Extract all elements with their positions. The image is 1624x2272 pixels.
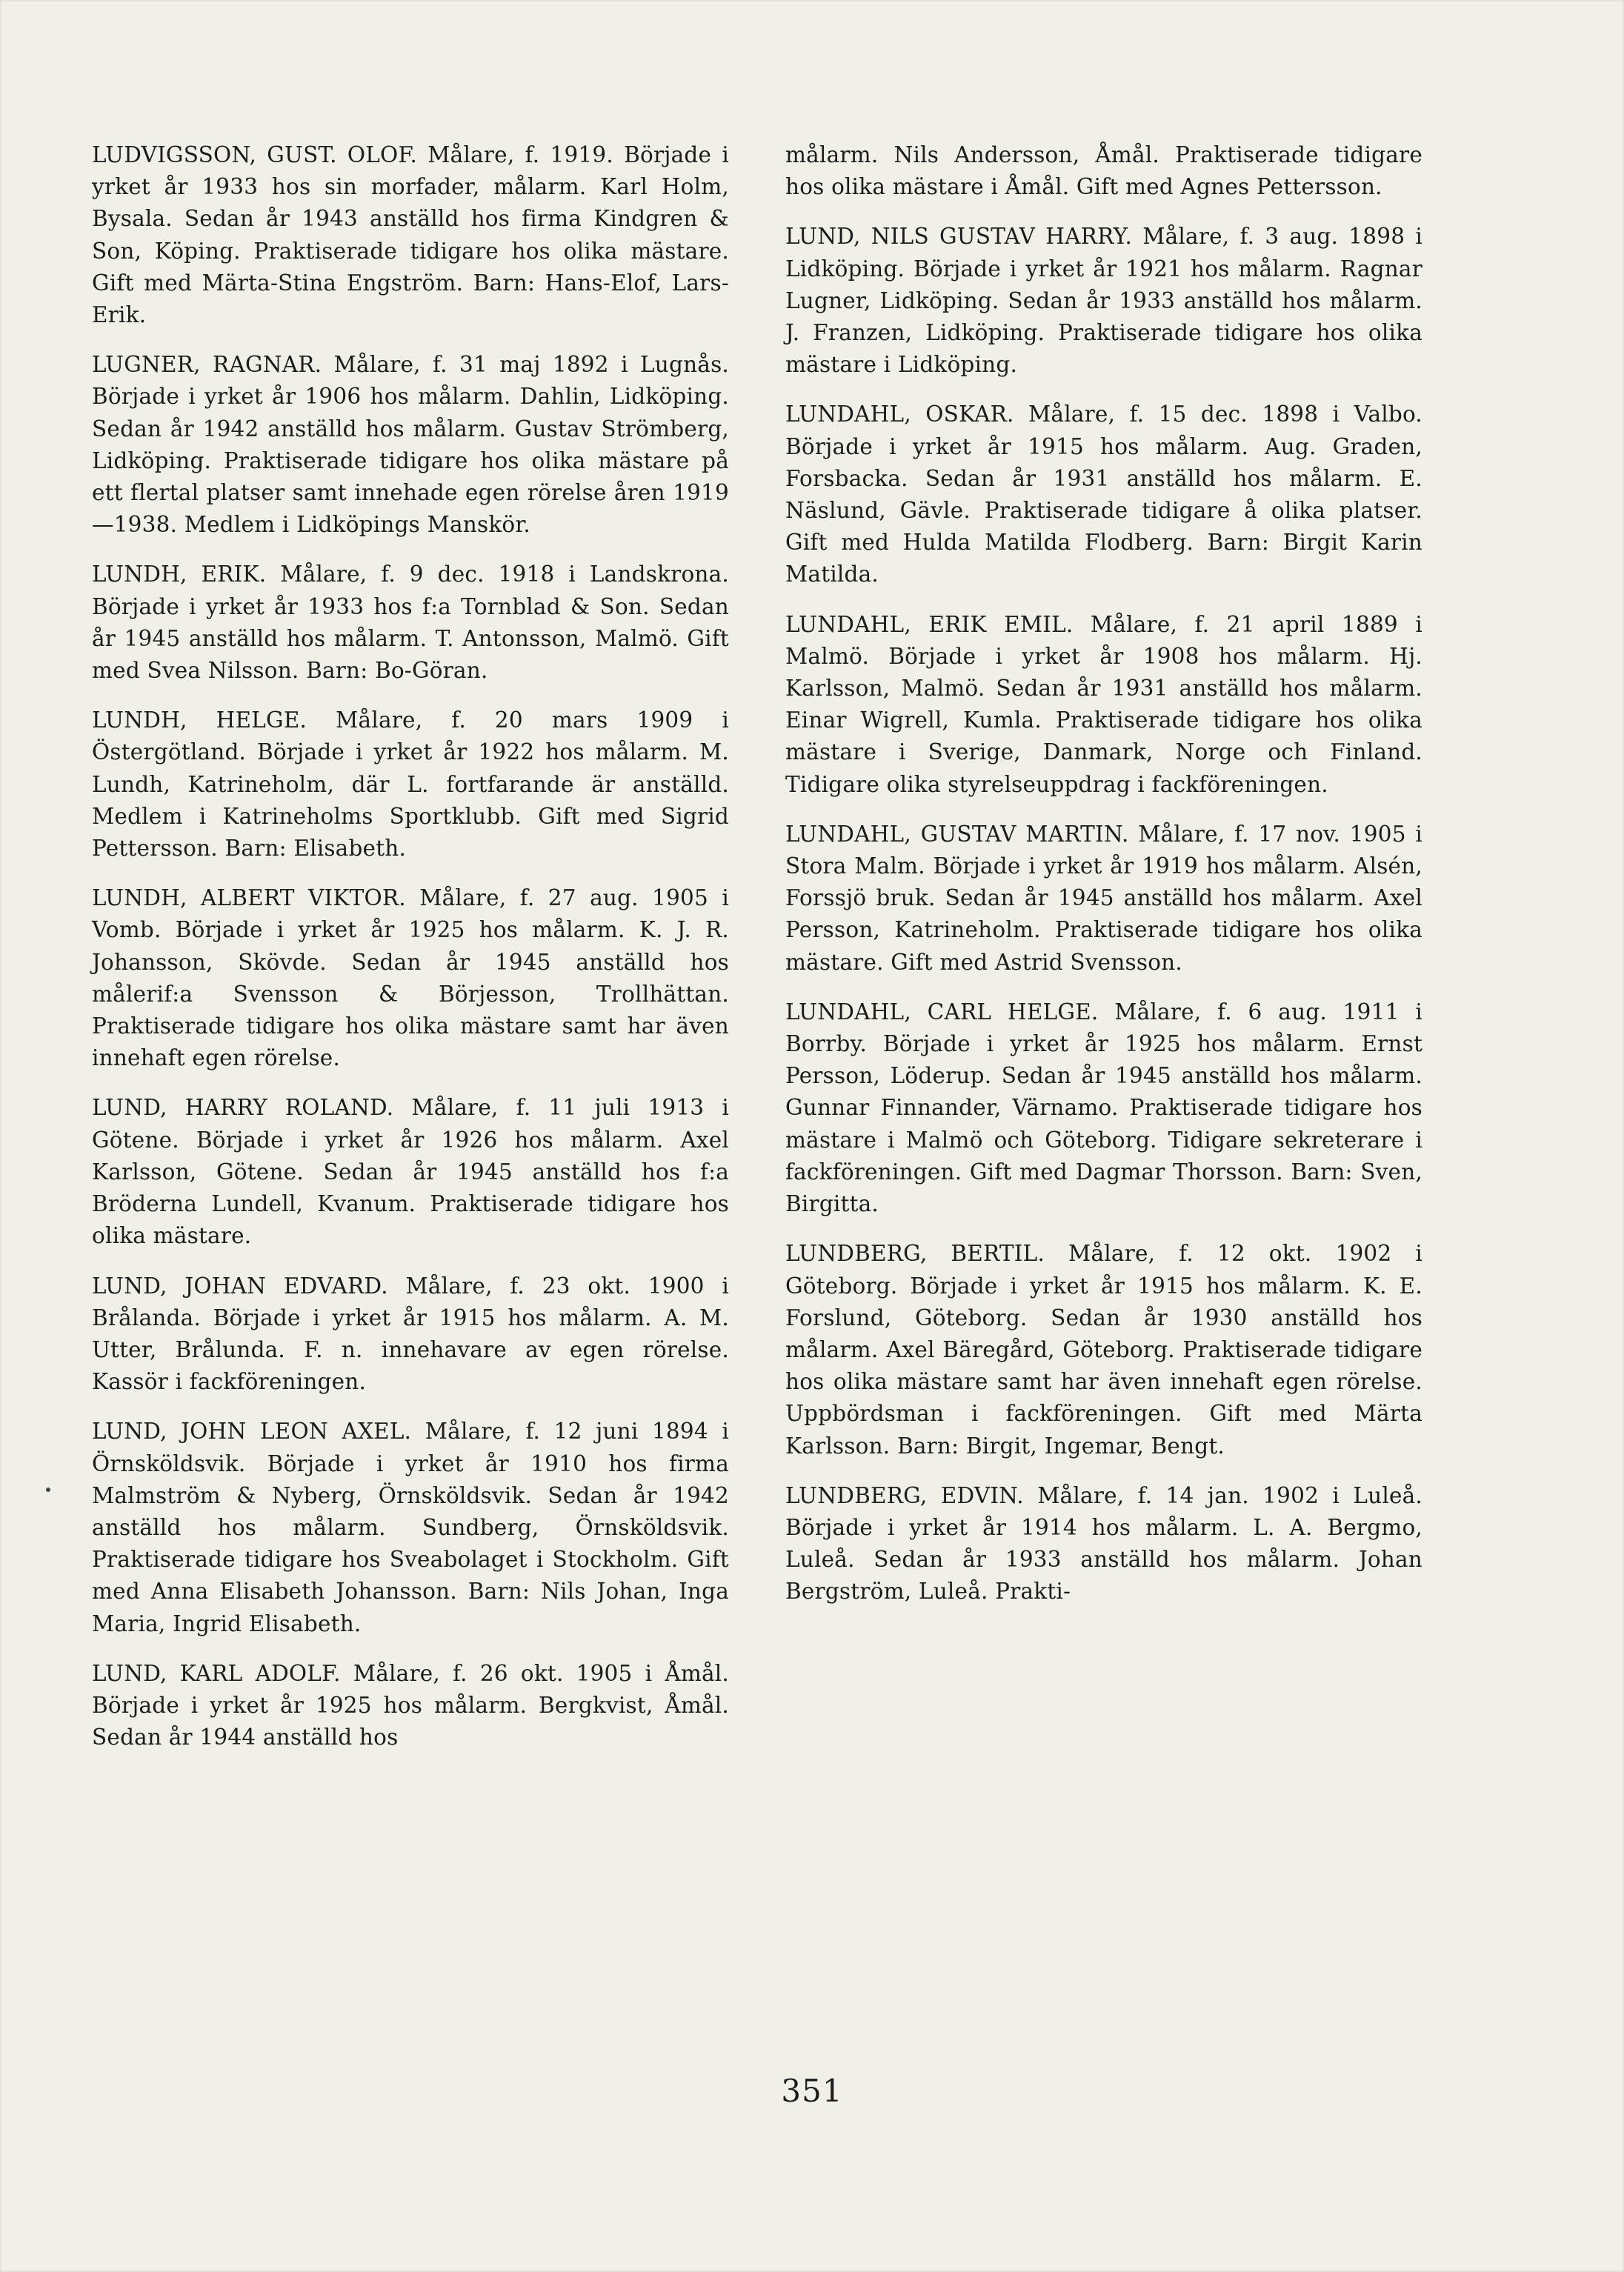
entry-lugner: LUGNER, RAGNAR. Målare, f. 31 maj 1892 i Lugnås. Började i yrket år 1906 hos målarm. Dahlin, Lidköping. Sedan år 1942 anställd hos målarm. Gustav Strömberg, Lidköping. Praktiserade tidigare hos olika mästare på ett flertal platser samt innehade egen rörelse åren 1919—1938. Medlem i Lidköpings Manskör. (92, 352, 729, 538)
entry-ludvigsson: LUDVIGSSON, GUST. OLOF. Målare, f. 1919. Började i yrket år 1933 hos sin morfader, målarm. Karl Holm, Bysala. Sedan år 1943 anställd hos firma Kindgren & Son, Köping. Praktiserade tidigare hos olika mästare. Gift med Märta-Stina Engström. Barn: Hans-Elof, Lars-Erik. (92, 142, 729, 328)
entry-lundahl-oskar: LUNDAHL, OSKAR. Målare, f. 15 dec. 1898 i Valbo. Började i yrket år 1915 hos målarm. Aug. Graden, Forsbacka. Sedan år 1931 anställd hos målarm. E. Näslund, Gävle. Praktiserade tidigare å olika platser. Gift med Hulda Matilda Flodberg. Barn: Birgit Karin Matilda. (785, 402, 1422, 587)
entry-lund-harry: LUND, HARRY ROLAND. Målare, f. 11 juli 1913 i Götene. Började i yrket år 1926 hos målarm. Axel Karlsson, Götene. Sedan år 1945 anställd hos f:a Bröderna Lundell, Kvanum. Praktiserade tidigare hos olika mästare. (92, 1095, 729, 1249)
entry-lundh-helge: LUNDH, HELGE. Målare, f. 20 mars 1909 i Östergötland. Började i yrket år 1922 hos målarm. M. Lundh, Katrineholm, där L. fortfarande är anställd. Medlem i Katrineholms Sportklubb. Gift med Sigrid Pettersson. Barn: Elisabeth. (92, 707, 729, 862)
entry-lundberg-bertil: LUNDBERG, BERTIL. Målare, f. 12 okt. 1902 i Göteborg. Började i yrket år 1915 hos målarm. K. E. Forslund, Göteborg. Sedan år 1930 anställd hos målarm. Axel Bäregård, Göteborg. Praktiserade tidigare hos olika mästare samt har även innehaft egen rörelse. Uppbördsman i fackföreningen. Gift med Märta Karlsson. Barn: Birgit, Ingemar, Bengt. (785, 1241, 1422, 1459)
entry-lundahl-gustav: LUNDAHL, GUSTAV MARTIN. Målare, f. 17 nov. 1905 i Stora Malm. Började i yrket år 1919 hos målarm. Alsén, Forssjö bruk. Sedan år 1945 anställd hos målarm. Axel Persson, Katrineholm. Praktiserade tidigare hos olika mästare. Gift med Astrid Svensson. (785, 821, 1422, 975)
margin-dot (46, 1488, 50, 1492)
entry-lundh-erik: LUNDH, ERIK. Målare, f. 9 dec. 1918 i Landskrona. Började i yrket år 1933 hos f:a Tornblad & Son. Sedan år 1945 anställd hos målarm. T. Antonsson, Malmö. Gift med Svea Nilsson. Barn: Bo-Göran. (92, 562, 729, 684)
right-column (785, 139, 1422, 1626)
entry-lund-karl: LUND, KARL ADOLF. Målare, f. 26 okt. 1905 i Åmål. Började i yrket år 1925 hos målarm. Bergkvist, Åmål. Sedan år 1944 anställd hos (92, 1660, 729, 1750)
entry-lund-nils: LUND, NILS GUSTAV HARRY. Målare, f. 3 aug. 1898 i Lidköping. Började i yrket år 1921 hos målarm. Ragnar Lugner, Lidköping. Sedan år 1933 anställd hos målarm. J. Franzen, Lidköping. Praktiserade tidigare hos olika mästare i Lidköping. (785, 224, 1422, 378)
entry-lund-karl-continued: målarm. Nils Andersson, Åmål. Praktiserade tidigare hos olika mästare i Åmål. Gift med Agnes Pettersson. (785, 142, 1422, 200)
entry-lundberg-edvin: LUNDBERG, EDVIN. Målare, f. 14 jan. 1902 i Luleå. Började i yrket år 1914 hos målarm. L. A. Bergmo, Luleå. Sedan år 1933 anställd hos målarm. Johan Bergström, Luleå. Prakti- (785, 1482, 1422, 1605)
entry-lundh-albert: LUNDH, ALBERT VIKTOR. Målare, f. 27 aug. 1905 i Vomb. Började i yrket år 1925 hos målarm. K. J. R. Johansson, Skövde. Sedan år 1945 anställd hos målerif:a Svensson & Börjesson, Trollhättan. Praktiserade tidigare hos olika mästare samt har även innehaft egen rörelse. (92, 885, 729, 1071)
entry-lund-john: LUND, JOHN LEON AXEL. Målare, f. 12 juni 1894 i Örnsköldsvik. Började i yrket år 1910 hos firma Malmström & Nyberg, Örnsköldsvik. Sedan år 1942 anställd hos målarm. Sundberg, Örnsköldsvik. Praktiserade tidigare hos Sveabolaget i Stockholm. Gift med Anna Elisabeth Johansson. Barn: Nils Johan, Inga Maria, Ingrid Elisabeth. (92, 1419, 729, 1636)
entry-lund-johan: LUND, JOHAN EDVARD. Målare, f. 23 okt. 1900 i Brålanda. Började i yrket år 1915 hos målarm. A. M. Utter, Brålunda. F. n. innehavare av egen rörelse. Kassör i fackföreningen. (92, 1273, 729, 1395)
page-number: 351 (781, 2073, 843, 2109)
entry-lundahl-carl: LUNDAHL, CARL HELGE. Målare, f. 6 aug. 1911 i Borrby. Började i yrket år 1925 hos målarm. Ernst Persson, Löderup. Sedan år 1945 anställd hos målarm. Gunnar Finnander, Värnamo. Praktiserade tidigare hos mästare i Malmö och Göteborg. Tidigare sekreterare i fackföreningen. Gift med Dagmar Thorsson. Barn: Sven, Birgitta. (785, 999, 1422, 1217)
entry-lundahl-erik: LUNDAHL, ERIK EMIL. Målare, f. 21 april 1889 i Malmö. Började i yrket år 1908 hos målarm. Hj. Karlsson, Malmö. Sedan år 1931 anställd hos målarm. Einar Wigrell, Kumla. Praktiserade tidigare hos olika mästare i Sverige, Danmark, Norge och Finland. Tidigare olika styrelseuppdrag i fackföreningen. (785, 611, 1422, 797)
left-column (92, 139, 729, 1771)
